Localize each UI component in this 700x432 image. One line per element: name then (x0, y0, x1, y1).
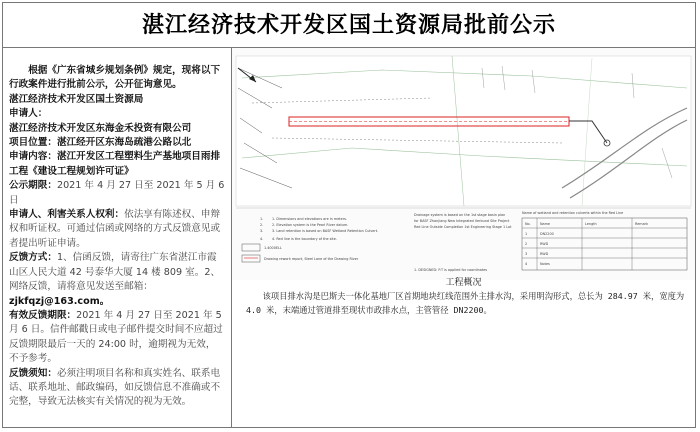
notice-text-panel (3, 48, 232, 427)
interested-label: 申请人、利害关系人权利： (9, 209, 125, 221)
applicant-value: 湛江经济技术开发区东海金禾投资有限公司 (9, 122, 192, 134)
table-cell: RWD (540, 242, 549, 246)
valid-label: 有效反馈期限： (9, 309, 77, 321)
legend-line: 1. Dimensions and elevations are in meters. (272, 217, 347, 221)
interested-value: 依法享有陈述权、申辩权和听证权。可通过信函或网络的方式反馈意见或者提出听证申请。 (9, 209, 221, 249)
valid-row (9, 309, 225, 367)
notice-intro: 根据《广东省城乡规划条例》规定，现将以下行政案件进行批前公示，公开征询意见。 (9, 65, 221, 91)
period-value: 2021 年 4 月 27 日至 2021 年 5 月 6 日 (9, 180, 225, 206)
feedback-value: 1、信函反馈，请寄往广东省湛江市霞山区人民大道 42 号泰华大厦 14 楼 809 室。2、网络反馈，请将意见发送至邮箱： (9, 252, 221, 293)
content-label: 申请内容： (9, 151, 57, 163)
drawing-notes (414, 213, 512, 272)
table-header-cell: Remark (635, 222, 649, 226)
feedback-row (9, 251, 225, 309)
table-cell: Notes (540, 262, 550, 266)
location-label: 项目位置： (9, 137, 57, 149)
page-title: 湛江经济技术开发区国土资源局批前公示 (3, 3, 695, 48)
table-header-cell: Name (540, 222, 551, 226)
table-cell: 4 (525, 262, 528, 266)
table-header-cell: Length (585, 222, 597, 226)
svg-text:Red Line Outside Completion 1s: Red Line Outside Completion 1st Engineering Stage 1 Lot (414, 225, 512, 229)
note-row (9, 367, 225, 410)
note-label: 反馈须知： (9, 367, 57, 379)
note-value: 必须注明项目名称和真实姓名、联系电话、联系地址、邮政编码，如反馈信息不准确或不完整，导致无法核实有关情况的视为无效。 (9, 367, 221, 408)
svg-text:1.4000ELL: 1.4000ELL (264, 246, 282, 250)
legend-line: Drawing rework report, Steel Lane of the Drawing River (264, 257, 359, 261)
table-cell: 2 (525, 242, 528, 246)
period-label: 公示期限： (9, 180, 57, 192)
applicant-label: 申请人： (9, 108, 48, 120)
period-row (9, 179, 225, 208)
table-cell: 3 (525, 252, 528, 256)
feedback-label: 反馈方式： (9, 252, 57, 264)
location-row (9, 136, 225, 150)
notice-board (2, 2, 696, 428)
svg-text:Drainage system is based on th: Drainage system is based on the 1st stage basin plan (414, 213, 506, 217)
drawing-panel (232, 48, 695, 427)
legend-line: 4. Red line is the boundary of the site. (272, 237, 337, 241)
svg-text:4.: 4. (260, 237, 264, 241)
content-value: 湛江开发区工程塑料生产基地项目雨排工程《建设工程规划许可证》 (9, 151, 221, 177)
svg-text:3.: 3. (260, 229, 264, 233)
feedback-email[interactable]: zjkfqzj@163.com。 (9, 295, 110, 307)
table-header-cell: No. (525, 222, 531, 226)
content-row (9, 150, 225, 179)
valid-value: 2021 年 4 月 27 日至 2021 年 5 月 6 日。信件邮戳日或电子邮件提交时间不应超过反馈期限最后一天的 24:00 时，逾期视为无效，不予参考。 (9, 309, 223, 365)
legend-line: 2. Elevation system is the Pearl River datum. (272, 223, 349, 227)
overview-title: 工程概况 (445, 278, 482, 288)
issuer: 湛江经济技术开发区国土资源局 (9, 93, 144, 105)
legend-line: 3. Land retention is based on BASF Wetland Retention Culvert. (272, 229, 379, 233)
table-cell: RWD (540, 252, 549, 256)
svg-text:Name of wetland and retention: Name of wetland and retention culverts within the Red Line (522, 211, 624, 215)
svg-text:1.: 1. (260, 217, 264, 221)
svg-text:1. DESIGNED: P.T is applied fo: 1. DESIGNED: P.T is applied for coordinates (414, 268, 488, 272)
site-plan-drawing (232, 48, 695, 280)
table-cell: DN2200 (540, 232, 554, 236)
site-plan (236, 56, 691, 206)
interested-row (9, 208, 225, 251)
location-value: 湛江经开区东海岛疏港公路以北 (56, 137, 192, 149)
overview-text: 该项目排水沟是巴斯夫一体化基地厂区首期地块红线范围外主排水沟，采用明沟形式，总长为 284.97 米，宽度为 4.0 米，末端通过管道排至现状市政排水点，主管管径 DN2200。 (246, 291, 685, 315)
table-cell: 1 (525, 232, 528, 236)
svg-text:for BASF Zhanjiang New Integra: for BASF Zhanjiang New Integrated Verbund Site Project (414, 219, 510, 223)
svg-text:2.: 2. (260, 223, 264, 227)
